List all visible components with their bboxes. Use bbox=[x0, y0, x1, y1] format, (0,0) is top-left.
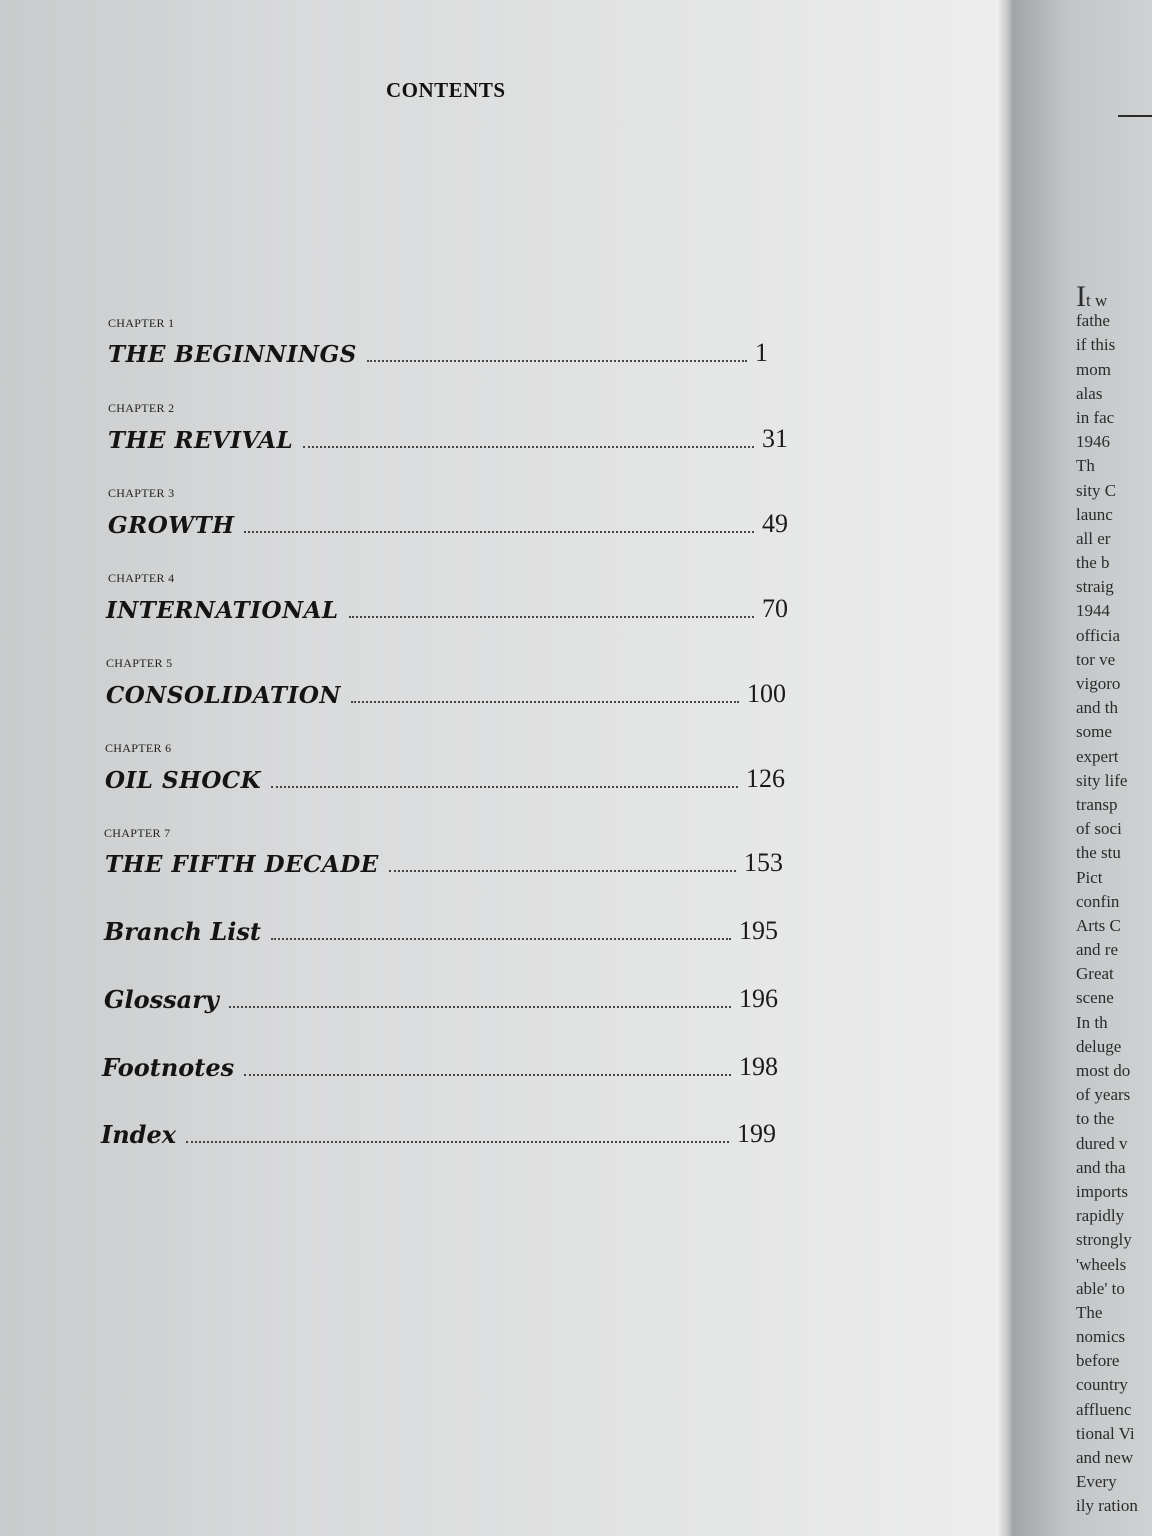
facing-page-line: Great bbox=[1076, 964, 1114, 984]
page-number: 49 bbox=[762, 509, 788, 538]
toc-entry[interactable] bbox=[108, 501, 788, 537]
facing-page-line: in fac bbox=[1076, 407, 1115, 427]
facing-page-line: deluge bbox=[1076, 1036, 1122, 1056]
toc-entry[interactable] bbox=[108, 416, 788, 452]
entry-title: THE REVIVAL bbox=[108, 427, 294, 454]
drop-cap: I bbox=[1076, 285, 1086, 310]
facing-page-line: of soci bbox=[1076, 819, 1122, 839]
dot-leader bbox=[186, 1141, 729, 1143]
facing-page-text bbox=[1076, 285, 1152, 1519]
toc-entry[interactable] bbox=[108, 330, 768, 366]
heading-rule bbox=[1118, 115, 1152, 117]
page-number: 31 bbox=[762, 424, 788, 453]
toc-entry[interactable] bbox=[101, 1111, 776, 1147]
chapter-label: CHAPTER 6 bbox=[105, 741, 172, 755]
facing-page-line: Th bbox=[1076, 456, 1095, 476]
chapter-label: CHAPTER 1 bbox=[108, 316, 175, 330]
facing-page-line: In th bbox=[1076, 1012, 1108, 1032]
facing-page-line: vigoro bbox=[1076, 674, 1121, 693]
page-number: 126 bbox=[746, 764, 785, 793]
facing-page-line: strongly bbox=[1076, 1230, 1132, 1250]
chapter-label: CHAPTER 3 bbox=[108, 486, 175, 500]
facing-page-line: country bbox=[1076, 1375, 1128, 1395]
facing-page-line: It w bbox=[1076, 285, 1152, 309]
page-number: 196 bbox=[739, 984, 778, 1013]
entry-title: Glossary bbox=[104, 985, 219, 1014]
chapter-label: CHAPTER 2 bbox=[108, 401, 175, 415]
facing-page-line: and new bbox=[1076, 1448, 1134, 1467]
dot-leader bbox=[244, 1074, 731, 1076]
facing-page-line: officia bbox=[1076, 625, 1121, 645]
facing-page-line: mom bbox=[1076, 359, 1111, 379]
entry-title: Footnotes bbox=[102, 1053, 235, 1082]
facing-page-line: 1944 bbox=[1076, 601, 1110, 621]
facing-page-line: able' to bbox=[1076, 1278, 1125, 1298]
chapter-label: CHAPTER 5 bbox=[106, 656, 173, 670]
facing-page-line: and re bbox=[1076, 940, 1119, 960]
toc-entry[interactable] bbox=[104, 976, 778, 1012]
entry-title: GROWTH bbox=[108, 512, 235, 539]
toc-entry[interactable] bbox=[105, 840, 783, 876]
entry-title: CONSOLIDATION bbox=[106, 682, 341, 709]
facing-page-line: and tha bbox=[1076, 1157, 1126, 1177]
facing-page-line: all er bbox=[1076, 528, 1111, 548]
facing-page-line: imports bbox=[1076, 1181, 1128, 1201]
facing-page-line: some bbox=[1076, 722, 1112, 742]
chapter-label: CHAPTER 4 bbox=[108, 571, 175, 585]
facing-page-line: Pict bbox=[1076, 867, 1103, 887]
entry-title: OIL SHOCK bbox=[105, 767, 262, 794]
facing-page-line: scene bbox=[1076, 988, 1114, 1008]
dot-leader bbox=[349, 616, 754, 618]
facing-page-line: tional Vi bbox=[1076, 1423, 1135, 1443]
dot-leader bbox=[351, 701, 739, 703]
toc-entry[interactable] bbox=[106, 586, 788, 622]
facing-page-line: affluenc bbox=[1076, 1399, 1132, 1419]
facing-page-line: tor ve bbox=[1076, 649, 1116, 669]
entry-title: INTERNATIONAL bbox=[106, 597, 339, 624]
dot-leader bbox=[244, 531, 754, 533]
facing-page-line: launc bbox=[1076, 504, 1113, 524]
dot-leader bbox=[367, 360, 747, 362]
facing-page-line: the b bbox=[1076, 553, 1110, 573]
entry-title: THE FIFTH DECADE bbox=[105, 851, 379, 878]
page-number: 195 bbox=[739, 916, 778, 945]
facing-page-line: alas bbox=[1076, 383, 1103, 403]
facing-page-line: most do bbox=[1076, 1061, 1131, 1080]
facing-page-line: 'wheels bbox=[1076, 1254, 1127, 1274]
facing-page-line: the stu bbox=[1076, 843, 1121, 863]
facing-page-line: rapidly bbox=[1076, 1206, 1125, 1226]
facing-page-line: if this bbox=[1076, 335, 1116, 355]
entry-title: Index bbox=[101, 1120, 177, 1149]
facing-page-line: straig bbox=[1076, 577, 1114, 597]
facing-page-line: sity life bbox=[1076, 770, 1128, 790]
toc-entry[interactable] bbox=[104, 908, 778, 944]
facing-page-line: 1946 bbox=[1076, 432, 1110, 452]
facing-page-line: The bbox=[1076, 1302, 1103, 1322]
chapter-label: CHAPTER 7 bbox=[104, 826, 171, 840]
page-number: 198 bbox=[739, 1052, 778, 1081]
facing-page-line: Every bbox=[1076, 1472, 1117, 1492]
page-number: 70 bbox=[762, 594, 788, 623]
facing-page-line: of years bbox=[1076, 1085, 1131, 1105]
entry-title: Branch List bbox=[104, 917, 261, 946]
facing-page-line: dured v bbox=[1076, 1133, 1128, 1153]
dot-leader bbox=[229, 1006, 731, 1008]
facing-page-line: expert bbox=[1076, 746, 1119, 766]
facing-page-line: and th bbox=[1076, 698, 1119, 718]
facing-page-line: fathe bbox=[1076, 311, 1110, 331]
facing-page-line: sity C bbox=[1076, 480, 1117, 500]
page-number: 153 bbox=[744, 848, 783, 877]
dot-leader bbox=[303, 446, 754, 448]
facing-page-line: confin bbox=[1076, 891, 1120, 911]
facing-page-line: to the bbox=[1076, 1109, 1115, 1129]
toc-entry[interactable] bbox=[102, 1044, 778, 1080]
facing-page-line: ily ration bbox=[1076, 1496, 1138, 1516]
dot-leader bbox=[271, 786, 738, 788]
toc-entry[interactable] bbox=[106, 671, 786, 707]
facing-page-line: transp bbox=[1076, 794, 1118, 814]
page-number: 1 bbox=[755, 338, 768, 367]
dot-leader bbox=[271, 938, 731, 940]
page-number: 199 bbox=[737, 1119, 776, 1148]
facing-page-line: before bbox=[1076, 1351, 1120, 1371]
dot-leader bbox=[389, 870, 736, 872]
toc-entry[interactable] bbox=[105, 756, 785, 792]
contents-title: CONTENTS bbox=[386, 78, 506, 102]
facing-page-line: nomics bbox=[1076, 1327, 1126, 1347]
facing-page-line: Arts C bbox=[1076, 915, 1121, 935]
entry-title: THE BEGINNINGS bbox=[108, 341, 357, 368]
page-number: 100 bbox=[747, 679, 786, 708]
